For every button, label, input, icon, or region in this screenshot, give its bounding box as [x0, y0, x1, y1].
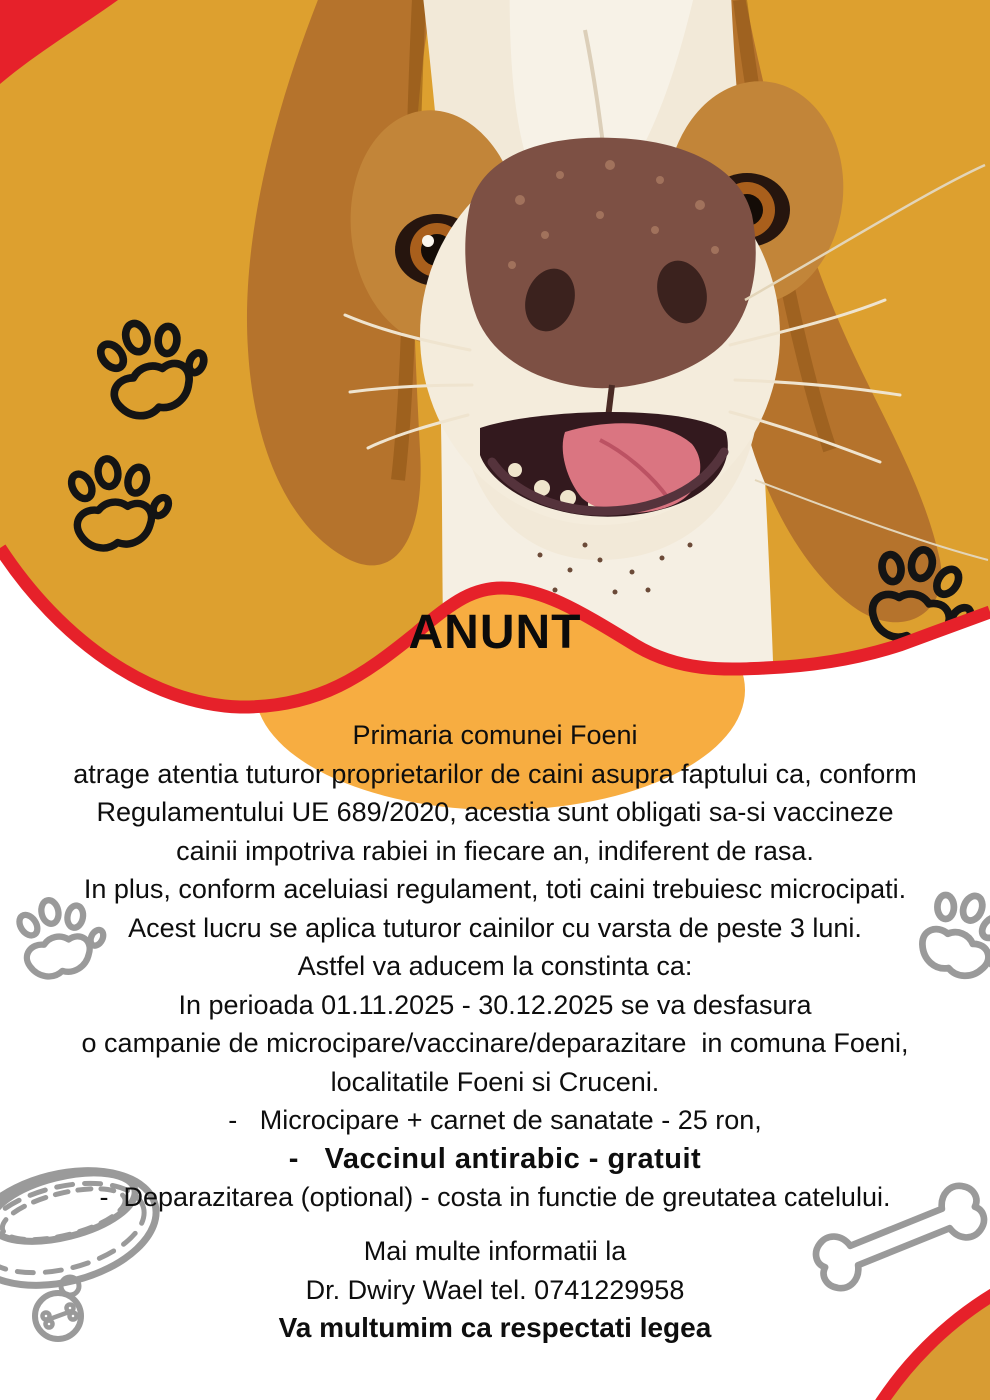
announcement-line: Astfel va aducem la constinta ca: [297, 951, 693, 981]
price-line-deworming: - Deparazitarea (optional) - costa in functie de greutatea catelului. [99, 1182, 891, 1212]
announcement-text [0, 716, 990, 1217]
announcement-line: Regulamentului UE 689/2020, acestia sunt obligati sa-si vaccineze [96, 797, 894, 827]
announcement-line: In perioada 01.11.2025 - 30.12.2025 se va desfasura [178, 989, 812, 1020]
price-line-vaccine: - Vaccinul antirabic - gratuit [288, 1142, 702, 1175]
contact-line: Mai multe informatii la [363, 1236, 627, 1266]
contact-info [0, 1232, 990, 1348]
poster-title: ANUNT [408, 606, 582, 659]
contact-phone-line: Dr. Dwiry Wael tel. 0741229958 [305, 1274, 685, 1305]
announcement-line: Acest lucru se aplica tuturor cainilor cu varsta de peste 3 luni. [128, 912, 862, 943]
announcement-line: localitatile Foeni si Cruceni. [330, 1066, 660, 1097]
announcement-line: atrage atentia tuturor proprietarilor de caini asupra faptului ca, conform [73, 758, 917, 789]
closing-line: Va multumim ca respectati legea [278, 1312, 712, 1343]
announcement-line: o campanie de microcipare/vaccinare/deparazitare in comuna Foeni, [81, 1028, 909, 1058]
price-line-microchip: - Microcipare + carnet de sanatate - 25 ron, [228, 1105, 762, 1135]
announcement-line: In plus, conform aceluiasi regulament, toti caini trebuiesc microcipati. [83, 874, 907, 904]
announcement-line: cainii impotriva rabiei in fiecare an, indiferent de rasa. [176, 835, 814, 866]
announcement-line: Primaria comunei Foeni [352, 720, 638, 750]
